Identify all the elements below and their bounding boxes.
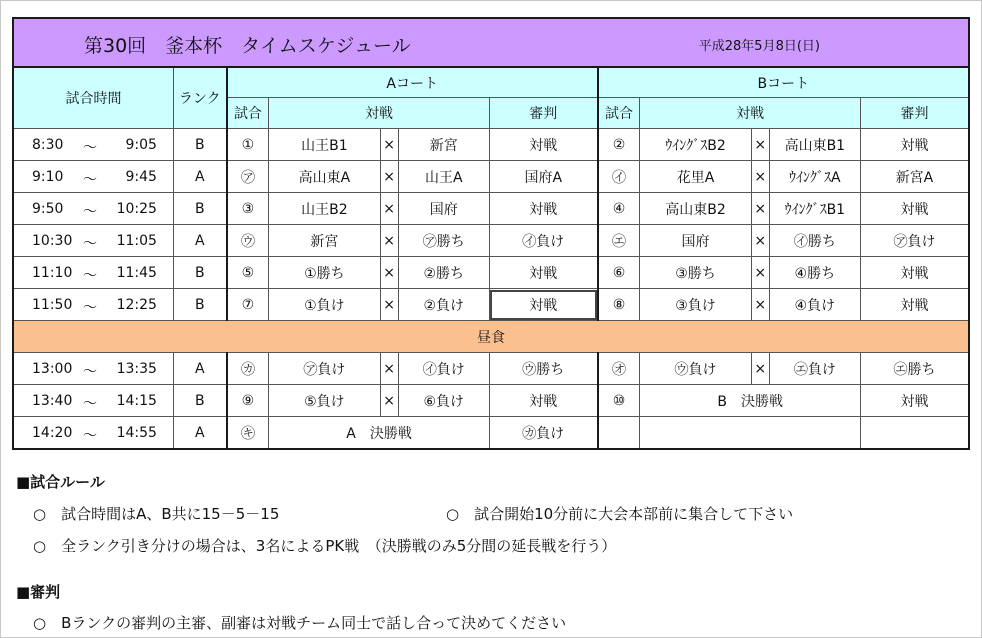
lunch-row (13, 321, 969, 353)
schedule-row (13, 193, 969, 225)
time-cell[interactable]: 11:10 ～ 11:45 (13, 257, 173, 289)
rank-cell[interactable]: A (173, 225, 226, 257)
b-home-team[interactable]: ③勝ち (640, 257, 751, 289)
b-vs-mark[interactable]: × (751, 193, 769, 225)
header-b-match[interactable]: 試合 (598, 98, 640, 129)
rank-cell[interactable]: B (173, 193, 226, 225)
time-cell[interactable]: 13:00 ～ 13:35 (13, 353, 173, 385)
a-match-no[interactable]: ① (227, 129, 269, 161)
a-final-match[interactable]: A 決勝戦 (269, 417, 490, 450)
rank-cell[interactable]: B (173, 129, 226, 161)
b-away-team[interactable]: ④負け (769, 289, 860, 321)
header-a-versus[interactable]: 対戦 (269, 98, 490, 129)
b-vs-mark[interactable]: × (751, 161, 769, 193)
header-court-a[interactable]: Aコート (227, 67, 598, 98)
time-cell[interactable]: 8:30 ～ 9:05 (13, 129, 173, 161)
b-referee[interactable]: ㋐負け (860, 225, 969, 257)
header-rank[interactable]: ランク (173, 67, 226, 129)
rank-cell[interactable]: A (173, 417, 226, 450)
b-away-team[interactable]: ｳｲﾝｸﾞｽA (769, 161, 860, 193)
rank-cell[interactable]: A (173, 353, 226, 385)
title-banner[interactable] (13, 18, 969, 67)
b-match-no[interactable] (598, 417, 640, 450)
header-a-referee[interactable]: 審判 (489, 98, 597, 129)
b-vs-mark[interactable]: × (751, 289, 769, 321)
b-home-team[interactable]: ｳｲﾝｸﾞｽB2 (640, 129, 751, 161)
b-home-team[interactable]: 花里A (640, 161, 751, 193)
b-match-no[interactable]: ㋑ (598, 161, 640, 193)
a-vs-mark[interactable]: × (380, 225, 398, 257)
rule-item: ○ 試合時間はA、B共に15－5－15 (33, 505, 280, 523)
b-referee[interactable]: 対戦 (860, 193, 969, 225)
b-match-no[interactable]: ④ (598, 193, 640, 225)
a-match-no[interactable]: ㋕ (227, 353, 269, 385)
a-away-team[interactable]: ⑥負け (398, 385, 489, 417)
schedule-row (13, 161, 969, 193)
b-away-team[interactable]: ㋑勝ち (769, 225, 860, 257)
b-final-match[interactable] (640, 417, 861, 450)
time-cell[interactable]: 10:30 ～ 11:05 (13, 225, 173, 257)
b-match-no[interactable]: ⑥ (598, 257, 640, 289)
b-referee[interactable]: 新宮A (860, 161, 969, 193)
a-referee[interactable]: ㋕負け (489, 417, 597, 450)
b-match-no[interactable]: ⑧ (598, 289, 640, 321)
a-referee[interactable]: 対戦 (489, 193, 597, 225)
lunch-break[interactable]: 昼食 (13, 321, 969, 353)
b-referee[interactable]: 対戦 (860, 257, 969, 289)
a-away-team[interactable]: 国府 (398, 193, 489, 225)
event-date: 平成28年5月8日(日) (698, 39, 820, 54)
referee-rules-heading: ■審判 (16, 583, 61, 601)
a-home-team[interactable]: ①負け (269, 289, 380, 321)
b-match-no[interactable]: ㋓ (598, 225, 640, 257)
a-vs-mark[interactable]: × (380, 385, 398, 417)
time-cell[interactable]: 14:20 ～ 14:55 (13, 417, 173, 450)
rule-item: ○ 全ランク引き分けの場合は、3名によるPK戦 （決勝戦のみ5分間の延長戦を行う） (33, 537, 617, 555)
a-match-no[interactable]: ⑤ (227, 257, 269, 289)
a-vs-mark[interactable]: × (380, 353, 398, 385)
b-vs-mark[interactable]: × (751, 353, 769, 385)
a-home-team[interactable]: 新宮 (269, 225, 380, 257)
time-cell[interactable]: 11:50 ～ 12:25 (13, 289, 173, 321)
b-home-team[interactable]: 国府 (640, 225, 751, 257)
schedule-row (13, 385, 969, 417)
a-away-team[interactable]: 山王A (398, 161, 489, 193)
a-away-team[interactable]: ㋑負け (398, 353, 489, 385)
header-court-b[interactable]: Bコート (598, 67, 969, 98)
a-away-team[interactable]: 新宮 (398, 129, 489, 161)
rule-item: ○ 試合開始10分前に大会本部前に集合して下さい (446, 505, 794, 523)
a-home-team[interactable]: ㋐負け (269, 353, 380, 385)
b-final-match[interactable]: B 決勝戦 (640, 385, 861, 417)
a-home-team[interactable]: ①勝ち (269, 257, 380, 289)
b-referee[interactable]: ㋓勝ち (860, 353, 969, 385)
b-referee[interactable]: 対戦 (860, 385, 969, 417)
b-referee[interactable] (860, 417, 969, 450)
schedule-row (13, 225, 969, 257)
schedule-row (13, 129, 969, 161)
header-time[interactable]: 試合時間 (13, 67, 173, 129)
b-home-team[interactable]: 高山東B2 (640, 193, 751, 225)
b-vs-mark[interactable]: × (751, 257, 769, 289)
a-referee[interactable]: ㋑負け (489, 225, 597, 257)
a-vs-mark[interactable]: × (380, 193, 398, 225)
b-vs-mark[interactable]: × (751, 225, 769, 257)
a-referee[interactable]: 対戦 (489, 129, 597, 161)
time-cell[interactable]: 9:50 ～ 10:25 (13, 193, 173, 225)
a-referee[interactable]: ㋒勝ち (489, 353, 597, 385)
a-match-no[interactable]: ㋖ (227, 417, 269, 450)
b-away-team[interactable]: ㋓負け (769, 353, 860, 385)
a-referee[interactable]: 対戦 (489, 385, 597, 417)
a-home-team[interactable]: 山王B1 (269, 129, 380, 161)
time-cell[interactable]: 9:10 ～ 9:45 (13, 161, 173, 193)
time-cell[interactable]: 13:40 ～ 14:15 (13, 385, 173, 417)
a-home-team[interactable]: 山王B2 (269, 193, 380, 225)
header-b-versus[interactable]: 対戦 (640, 98, 861, 129)
schedule-row (13, 353, 969, 385)
b-home-team[interactable]: ③負け (640, 289, 751, 321)
a-away-team[interactable]: ②勝ち (398, 257, 489, 289)
a-match-no[interactable]: ⑦ (227, 289, 269, 321)
a-match-no[interactable]: ㋐ (227, 161, 269, 193)
b-match-no[interactable]: ② (598, 129, 640, 161)
b-match-no[interactable]: ㋔ (598, 353, 640, 385)
page-title: 第30回 釜本杯 タイムスケジュール (84, 35, 411, 57)
rank-cell[interactable]: B (173, 385, 226, 417)
a-away-team[interactable]: ㋐勝ち (398, 225, 489, 257)
a-vs-mark[interactable]: × (380, 289, 398, 321)
rank-cell[interactable]: A (173, 161, 226, 193)
schedule-row (13, 289, 969, 321)
schedule-row (13, 257, 969, 289)
a-referee[interactable]: 国府A (489, 161, 597, 193)
b-vs-mark[interactable]: × (751, 129, 769, 161)
rules-heading: ■試合ルール (16, 473, 105, 491)
b-away-team[interactable]: ｳｲﾝｸﾞｽB1 (769, 193, 860, 225)
b-referee[interactable]: 対戦 (860, 129, 969, 161)
rank-cell[interactable]: B (173, 289, 226, 321)
b-away-team[interactable]: ④勝ち (769, 257, 860, 289)
header-b-referee[interactable]: 審判 (860, 98, 969, 129)
a-referee-selected-cell[interactable]: 対戦 (489, 289, 597, 321)
a-match-no[interactable]: ③ (227, 193, 269, 225)
a-match-no[interactable]: ㋒ (227, 225, 269, 257)
schedule-row (13, 417, 969, 450)
a-vs-mark[interactable]: × (380, 161, 398, 193)
a-match-no[interactable]: ⑨ (227, 385, 269, 417)
a-home-team[interactable]: 高山東A (269, 161, 380, 193)
b-match-no[interactable]: ⑩ (598, 385, 640, 417)
rank-cell[interactable]: B (173, 257, 226, 289)
b-referee[interactable]: 対戦 (860, 289, 969, 321)
a-vs-mark[interactable]: × (380, 257, 398, 289)
header-a-match[interactable]: 試合 (227, 98, 269, 129)
a-away-team[interactable]: ②負け (398, 289, 489, 321)
a-home-team[interactable]: ⑤負け (269, 385, 380, 417)
schedule-table (12, 17, 970, 450)
b-home-team[interactable]: ㋒負け (640, 353, 751, 385)
a-vs-mark[interactable]: × (380, 129, 398, 161)
a-referee[interactable]: 対戦 (489, 257, 597, 289)
b-away-team[interactable]: 高山東B1 (769, 129, 860, 161)
referee-rule-item: ○ Bランクの審判の主審、副審は対戦チーム同士で話し合って決めてください (33, 614, 567, 632)
